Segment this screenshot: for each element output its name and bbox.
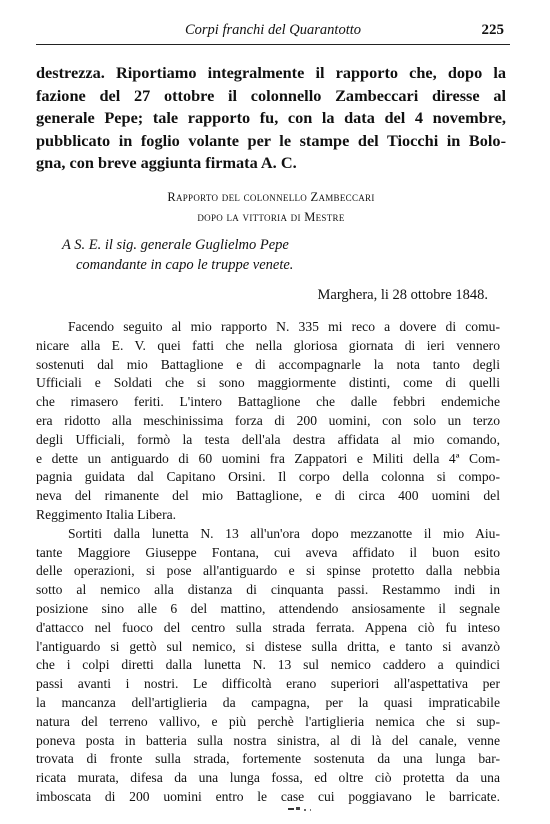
body-line: imboscata di 200 uomini entro le case cui poggiavano le barricate. [36,788,500,804]
body-line: Facendo seguito al mio rapporto N. 335 mi reco a dovere di comu- [68,319,500,334]
body-line: Sortiti dalla lunetta N. 13 all'un'ora dopo mezzanotte il mio Aiu- [68,525,500,541]
body-line: d'attacco nel fuoco del centro sulla strada ferrata. Appena ciò fu inteso [36,619,500,635]
body-line: sotto al nemico alla distanza di cinquanta passi. Restammo indi in [36,582,500,598]
body-line: che rimasero feriti. L'intero Battaglione che dalle febbri endemiche [36,394,500,410]
body-line: e dette un antiguardo di 60 uomini fra Zappatori e Militi della 4ª Com- [36,450,500,466]
body-line: Ufficiali e Soldati che si sono maggiormente distinti, come di quelli [36,375,500,391]
body-line: era ridotto alla meschinissima forza di 200 uomini, con solo un terzo [36,412,500,428]
dateline: Marghera, li 28 ottobre 1848. [317,287,488,303]
intro-line: destrezza. Riportiamo integralmente il rapporto che, dopo la [36,63,506,82]
report-title-line-2: dopo la vittoria di Mestre [197,210,345,224]
body-line: l'antiguardo si gettò sul nemico, si distese sulla dritta, e tanto si avanzò [36,638,500,654]
report-title-line-1: Rapporto del colonnello Zambeccari [167,190,375,204]
body-line: pagnia guidata dal Capitano Orsini. Il corpo della colonna si compo- [36,469,500,485]
body-line: degli Ufficiali, formò la testa dell'ala destra affidata al mio comando, [36,431,500,447]
running-head [36,20,510,42]
body-line: sostenuti dal mio Battaglione e di accompagnarle la nota tanto degli [36,356,500,372]
body-line: neva del rimanente del mio Battaglione, e di circa 400 uomini del [36,488,500,504]
header-rule [36,44,510,45]
body-line: trovata di fronte sulla strada, fortemente sostenuta da una lunga bar- [36,751,500,767]
body-line: Reggimento Italia Libera. [36,506,177,522]
body-line: delle operazioni, si pose all'antiguardo e si spinse protetto dalla nebbia [36,563,500,579]
body-line: natura del terreno vallivo, e più perchè l'artiglieria nemica che si sup- [36,713,500,729]
body-line: posizione sino alle 6 del mattino, attendendo ansiosamente il segnale [36,600,500,616]
intro-line: fazione del 27 ottobre il colonnello Zambeccari diresse al [36,85,506,105]
intro-paragraph [36,62,506,175]
body-line: nicare alla E. V. quei fatti che nella gloriosa giornata di ieri vennero [36,337,500,353]
address-line-2: comandante in capo le truppe venete. [76,257,294,273]
running-title: Corpi franchi del Quarantotto [184,22,362,38]
print-smudge [286,806,316,812]
body-line: tante Maggiore Giuseppe Fontana, cui aveva affidato il buon esito [36,544,500,560]
body-line: passi avanti i nostri. Le difficoltà erano superiori all'aspettativa per [36,676,500,692]
intro-line: pubblicato in foglio volante per le stampe del Tiocchi in Bolo- [36,130,506,150]
body-line: poneva posta in batteria sulla nostra sinistra, al di là del canale, venne [36,732,500,748]
intro-line: gna, con breve aggiunta firmata A. C. [36,153,297,172]
intro-line: generale Pepe; tale rapporto fu, con la data del 4 novembre, [36,108,506,127]
page-number: 225 [481,22,504,38]
address-line-1: A S. E. il sig. generale Guglielmo Pepe [62,237,289,253]
body-line: la mancanza dell'artiglieria da campagna, per la quasi impraticabile [36,694,500,710]
report-body [36,318,500,807]
body-line: che i colpi diretti dalla lunetta N. 13 sul nemico caddero a quindici [36,657,500,673]
body-line: ricata murata, difesa da una lunga fossa, ed oltre ciò protetta da una [36,770,500,786]
